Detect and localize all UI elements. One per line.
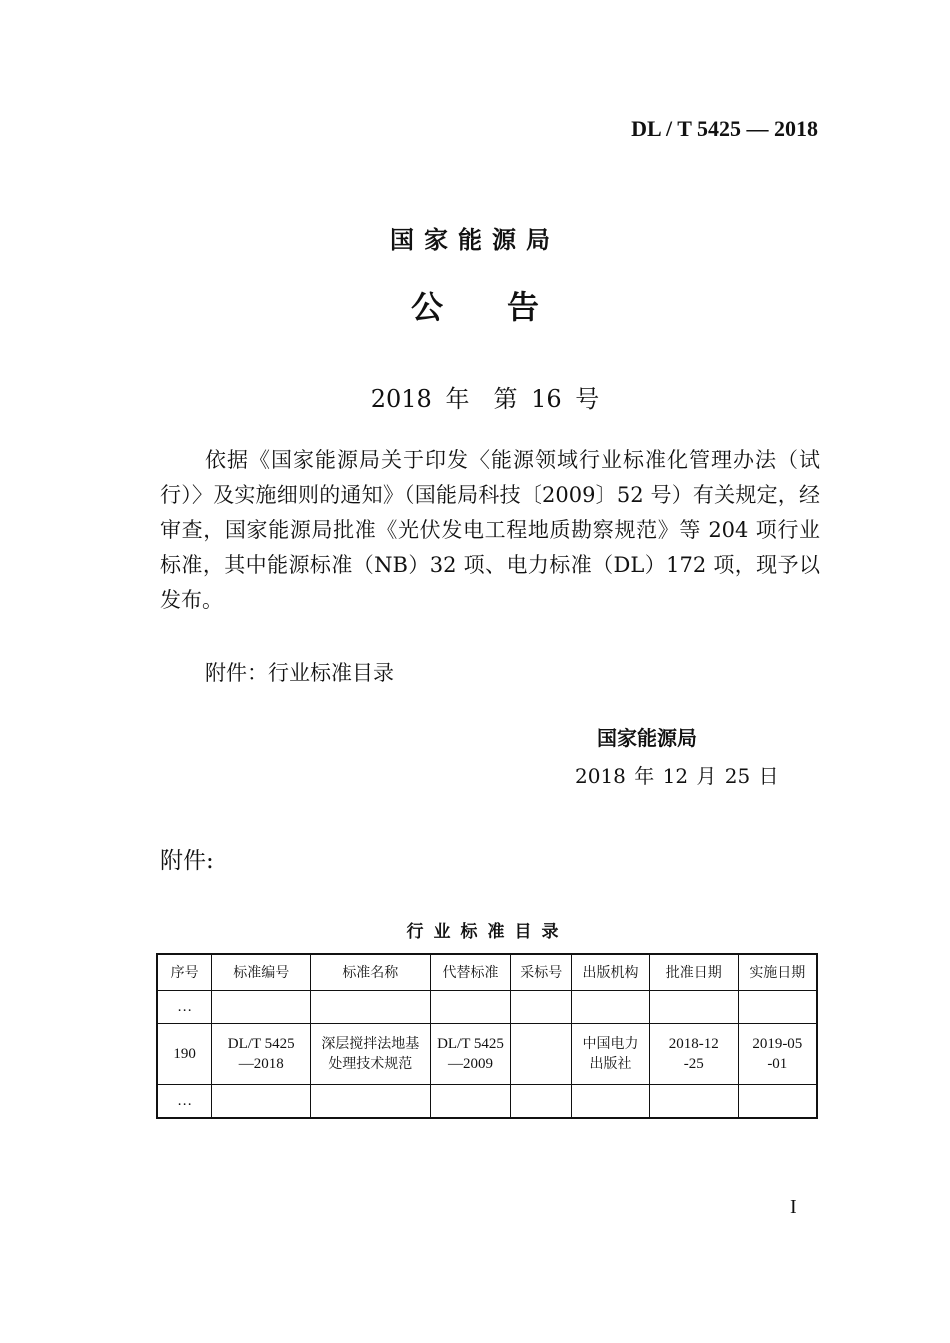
standards-table: [156, 953, 818, 1119]
adopted-cell: [511, 991, 572, 1024]
table-title: 行业标准目录: [406, 922, 569, 942]
name-cell: [311, 1085, 431, 1119]
publisher-cell: [572, 991, 650, 1024]
table-row: [157, 991, 817, 1024]
attachment-label: 附件:: [160, 848, 214, 874]
column-header: 序号: [157, 954, 212, 991]
replaced-cell: [430, 1024, 511, 1085]
approved-line-1: 2018-12: [668, 1036, 719, 1052]
code-line-1: DL/T 5425: [227, 1036, 295, 1052]
name-line-1: 深层搅拌法地基: [321, 1036, 420, 1052]
publisher-cell: [572, 1085, 650, 1119]
adopted-cell: [511, 1085, 572, 1119]
agency-title: 国家能源局: [390, 226, 560, 254]
effective-cell: [738, 991, 817, 1024]
effective-cell: [738, 1024, 817, 1085]
column-header: 批准日期: [649, 954, 738, 991]
effective-cell: [738, 1085, 817, 1119]
announcement-body: [160, 443, 820, 618]
column-header: 实施日期: [738, 954, 817, 991]
attachment-note: 附件：行业标准目录: [205, 661, 394, 685]
page-number: I: [790, 1196, 797, 1218]
replaced-cell: [430, 1085, 511, 1119]
table-row: [157, 1024, 817, 1085]
adopted-cell: [511, 1024, 572, 1085]
seq-cell: …: [157, 1085, 212, 1119]
replaced-cell: [430, 991, 511, 1024]
replaced-line-2: —2009: [447, 1056, 493, 1072]
name-cell: [311, 1024, 431, 1085]
approved-cell: [649, 1085, 738, 1119]
notice-title: 公告: [410, 288, 603, 326]
approved-cell: [649, 1024, 738, 1085]
code-cell: [212, 1024, 311, 1085]
announcement-body-text: 依据《国家能源局关于印发〈能源领域行业标准化管理办法（试行）〉及实施细则的通知》（国能局科技〔2009〕52 号）有关规定，经审查，国家能源局批准《光伏发电工程地质勘察规范》等 204 项行业标准，其中能源标准（NB）32 项、电力标准（DL）172 项，现予以发布。: [160, 448, 820, 612]
issue-number: 2018 年 第 16 号: [370, 385, 600, 413]
approved-line-2: -25: [683, 1056, 704, 1072]
effective-line-2: -01: [767, 1056, 788, 1072]
approved-cell: [649, 991, 738, 1024]
code-cell: [212, 1085, 311, 1119]
column-header: 出版机构: [572, 954, 650, 991]
publisher-line-1: 中国电力: [582, 1036, 639, 1052]
document-code: DL / T 5425 — 2018: [631, 116, 818, 141]
column-header: 标准编号: [212, 954, 311, 991]
publisher-line-2: 出版社: [589, 1056, 632, 1072]
signature-date: 2018 年 12 月 25 日: [575, 764, 779, 788]
replaced-line-1: DL/T 5425: [437, 1036, 504, 1052]
seq-cell: 190: [157, 1024, 212, 1085]
name-cell: [311, 991, 431, 1024]
seq-cell: …: [157, 991, 212, 1024]
column-header: 标准名称: [311, 954, 431, 991]
table-row: [157, 1085, 817, 1119]
signature-org: 国家能源局: [597, 726, 697, 750]
code-cell: [212, 991, 311, 1024]
effective-line-1: 2019-05: [752, 1036, 803, 1052]
column-header: 代替标准: [430, 954, 511, 991]
name-line-2: 处理技术规范: [328, 1056, 413, 1072]
column-header: 采标号: [511, 954, 572, 991]
table-header-row: [157, 954, 817, 991]
code-line-2: —2018: [238, 1056, 284, 1072]
publisher-cell: [572, 1024, 650, 1085]
